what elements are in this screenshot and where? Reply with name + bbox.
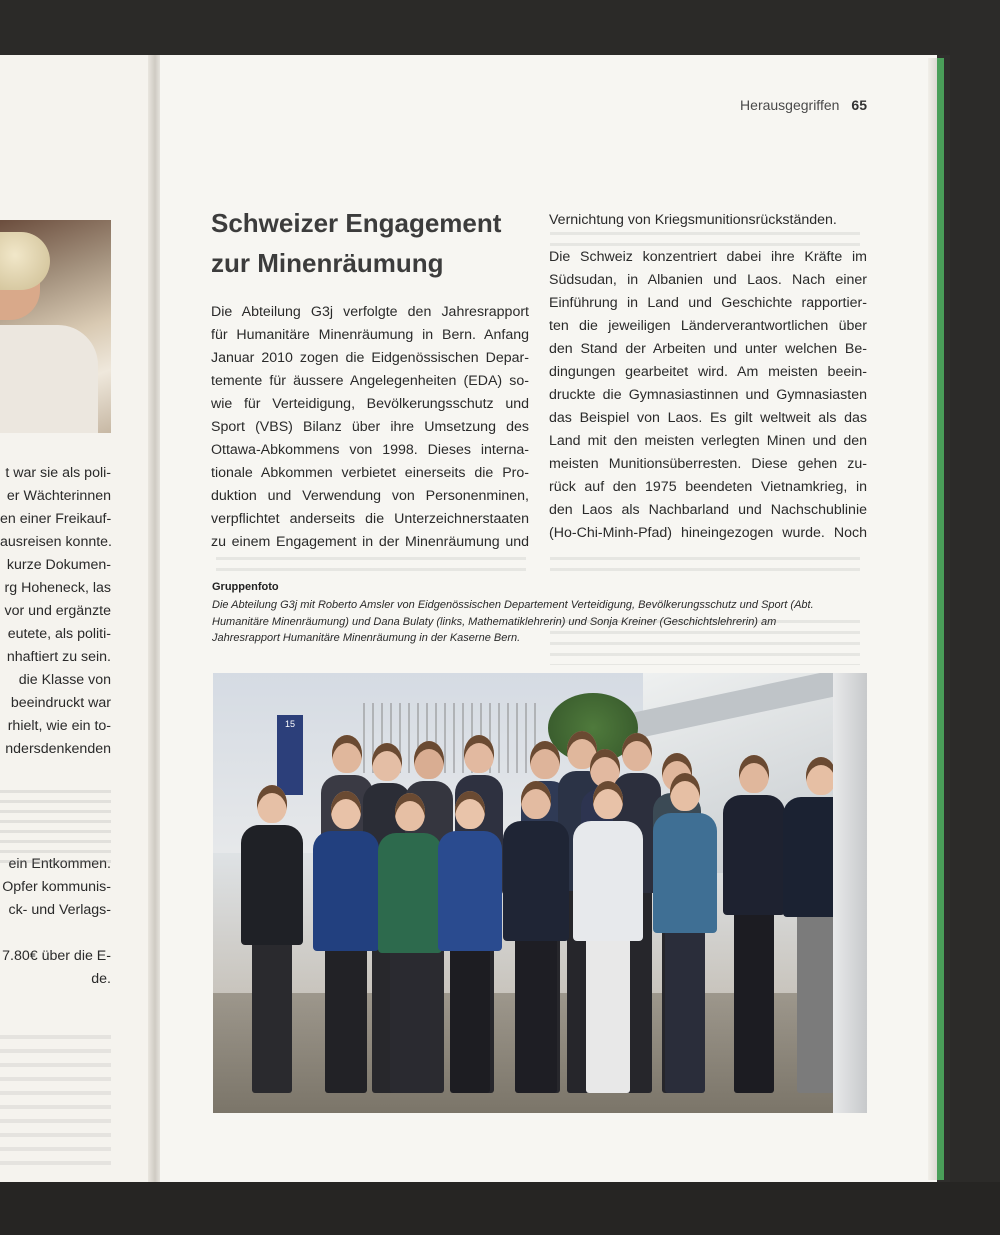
bleed-through-text [216,557,526,573]
title-line: Schweizer Engagement [211,208,502,238]
caption-line: Humanitäre Minenräumung) und Dana Bulaty (links, Mathematiklehrerin) und Sonja Kreiner (Geschichtslehrerin) am [212,615,777,628]
section-title: Herausgegriffen [740,97,840,113]
left-page-line: 7.80€ über die E- [2,948,111,964]
paragraph-line: tionale Abkommen verbietet einerseits die Pro- [211,465,529,481]
left-page-line: eutete, als politi- [7,626,111,642]
paragraph-line: Südsudan, in Albanien und Laos. Nach einer [549,272,867,288]
paragraph-line: Sport (VBS) Bilanz über ihre Umsetzung des [211,419,529,435]
left-page-line: nhaftiert zu sein. [6,649,111,665]
left-page-line: die Klasse von [18,672,111,688]
left-page-line: vor und ergänzte [4,603,111,619]
paragraph-line: ten die jeweiligen Länderverantwortlichen über [549,318,867,334]
paragraph-line: Einführung in Land und Geschichte rapportier- [549,295,867,311]
paragraph-line: Land mit den meisten verlegten Minen und den [549,433,867,449]
green-page-edge [937,58,944,1180]
portrait-photo [0,220,111,433]
left-page-line: de. [91,971,111,987]
paragraph-line: für Humanitäre Minenräumung in Bern. Anfang [211,327,529,343]
page-number: 65 [851,97,867,113]
bleed-through-text [550,557,860,573]
left-page-line: beeindruckt war [10,695,111,711]
left-page-line: ck- und Verlags- [8,902,111,918]
left-page-line: kurze Dokumen- [6,557,111,573]
paragraph-line: duktion und Verwendung von Personenminen, [211,488,529,504]
left-page-line: ndersdenkenden [5,741,111,757]
paragraph-line: Vernichtung von Kriegsmunitionsrückständen. [549,212,837,228]
page-edge [928,58,937,1180]
paragraph-line: Die Schweiz konzentriert dabei ihre Kräfte im [549,249,867,265]
paragraph-line: (Ho-Chi-Minh-Pfad) hineingezogen wurde. Noch [549,525,867,541]
left-page-line: en einer Freikauf- [0,511,112,527]
paragraph-line: den Laos als Nachbarland und Nachschublinie [549,502,867,518]
paragraph-line: Ottawa-Abkommens von 1998. Dieses interna- [211,442,529,458]
paragraph-line: den Stand der Arbeiten und unter welchen Be- [549,341,867,357]
left-page-line: er Wächterinnen [6,488,111,504]
left-page-line: rhielt, wie ein to- [7,718,111,734]
paragraph-line: das Beispiel von Laos. Es gilt weltweit als das [549,410,867,426]
group-photo [213,673,867,1113]
paragraph-line: zu einem Engagement in der Minenräumung und [211,534,529,550]
photo-caption [212,597,872,647]
paragraph-line: verpflichtet anderseits die Unterzeichnerstaaten [211,511,529,527]
left-page-line: ein Entkommen. [8,856,111,872]
left-page-line: Opfer kommunis- [2,879,111,895]
wall-sign: 15 [277,715,303,795]
left-page-line: t war sie als poli- [5,465,111,481]
scan-border-right [950,0,1000,1235]
title-line: zur Minenräumung [211,248,444,278]
bleed-through-text [0,1035,111,1165]
left-page-line: ausreisen konnte. [0,534,112,550]
paragraph-line: wie für Verteidigung, Bevölkerungsschutz und [211,396,529,412]
left-page-line: rg Hoheneck, las [4,580,111,596]
left-page [0,55,157,1182]
caption-line: Die Abteilung G3j mit Roberto Amsler von Eidgenössischen Departement Verteidigung, Bevölkerungsschutz und Sport (Abt. [212,599,814,611]
running-header [740,97,867,113]
bleed-through-text [0,790,111,870]
paragraph-line: Die Abteilung G3j verfolgte den Jahresrapport [211,304,529,320]
paragraph-line: dingungen gearbeitet wird. Am meisten beein- [549,364,867,380]
paragraph-line: temente für äussere Angelegenheiten (EDA) so- [211,373,529,389]
left-page-text [0,462,111,991]
paragraph-line: rück auf den 1975 beendeten Vietnamkrieg, in [549,479,867,495]
scan-border-top [0,0,1000,55]
scan-border-bottom [0,1182,1000,1235]
paragraph-line: Januar 2010 zogen die Eidgenössischen Depar- [211,350,529,366]
article-column-2 [549,209,867,545]
article-title [211,203,541,283]
caption-line: Jahresrapport Humanitäre Minenräumung in der Kaserne Bern. [212,632,521,644]
paragraph-line: druckte die Gymnasiastinnen und Gymnasiasten [549,387,867,403]
paragraph-line: meisten Munitionsüberresten. Diese gehen zu- [549,456,867,472]
caption-title: Gruppenfoto [212,581,279,593]
article-column-1 [211,301,529,554]
